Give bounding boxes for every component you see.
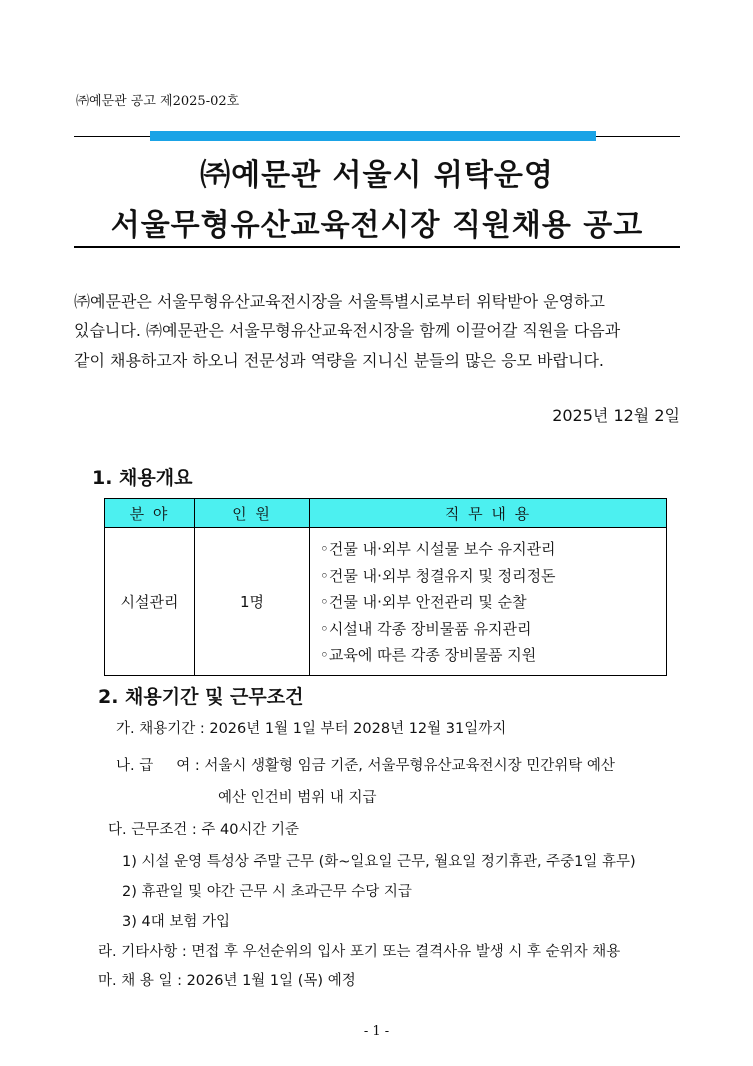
section-1-heading: 1. 채용개요	[92, 467, 193, 489]
title-line-2: 서울무형유산교육전시장 직원채용 공고	[110, 208, 644, 243]
employment-period: 가. 채용기간 : 2026년 1월 1일 부터 2028년 12월 31일까지	[116, 721, 507, 737]
salary: 나. 급 여 : 서울시 생활형 임금 기준, 서울무형유산교육전시장 민간위탁 예산	[116, 758, 615, 774]
duty-item: ◦건물 내·외부 안전관리 및 순찰	[320, 593, 527, 611]
header-count: 인 원	[195, 499, 310, 528]
header-field: 분 야	[105, 499, 195, 528]
cell-count: 1명	[195, 528, 310, 676]
recruitment-table	[104, 498, 667, 676]
duty-item: ◦시설내 각종 장비물품 유지관리	[320, 619, 532, 638]
duty-item: ◦건물 내·외부 시설물 보수 유지관리	[320, 540, 556, 558]
intro-line-1: ㈜예문관은 서울무형유산교육전시장을 서울특별시로부터 위탁받아 운영하고	[74, 292, 605, 311]
section-2-heading: 2. 채용기간 및 근무조건	[98, 686, 304, 708]
title-line-1: ㈜예문관 서울시 위탁운영	[200, 158, 554, 193]
page-number: - 1 -	[363, 1024, 390, 1039]
notice-number: ㈜예문관 공고 제2025-02호	[76, 94, 240, 109]
table-row	[105, 528, 667, 676]
other-matters: 라. 기타사항 : 면접 후 우선순위의 입사 포기 또는 결격사유 발생 시 후 순위자 채용	[98, 944, 621, 960]
intro-line-3: 같이 채용하고자 하오니 전문성과 역량을 지니신 분들의 많은 응모 바랍니다.	[74, 351, 604, 370]
cell-field: 시설관리	[105, 528, 195, 676]
duty-item: ◦교육에 따른 각종 장비물품 지원	[320, 646, 537, 664]
header-duties: 직 무 내 용	[310, 499, 667, 528]
intro-line-2: 있습니다. ㈜예문관은 서울무형유산교육전시장을 함께 이끌어갈 직원을 다음과	[74, 321, 621, 340]
condition-item: 1) 시설 운영 특성상 주말 근무 (화~일요일 근무, 월요일 정기휴관, 주중1일 휴무)	[122, 854, 636, 870]
table-header-row	[105, 499, 667, 528]
hiring-date: 마. 채 용 일 : 2026년 1월 1일 (목) 예정	[98, 973, 356, 989]
title-rule	[74, 246, 680, 248]
condition-item: 3) 4대 보험 가입	[122, 914, 230, 930]
working-conditions: 다. 근무조건 : 주 40시간 기준	[108, 822, 300, 838]
accent-bar	[150, 131, 596, 141]
duty-item: ◦건물 내·외부 청결유지 및 정리정돈	[320, 566, 556, 585]
cell-duties	[310, 528, 667, 676]
salary-continued: 예산 인건비 범위 내 지급	[218, 790, 377, 806]
condition-item: 2) 휴관일 및 야간 근무 시 초과근무 수당 지급	[122, 884, 412, 900]
notice-date: 2025년 12월 2일	[552, 406, 680, 425]
